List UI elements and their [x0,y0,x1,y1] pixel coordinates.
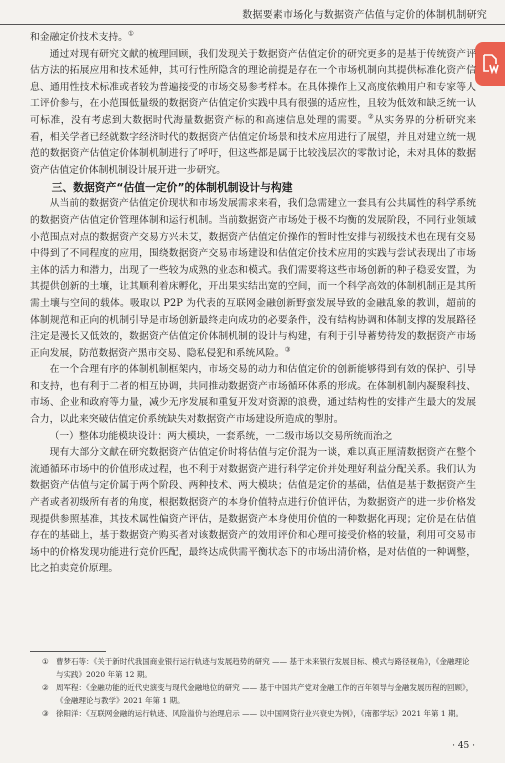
paragraph: 和金融定价技术支持。① [30,29,134,43]
page-number: · 45 · [452,741,475,751]
running-header: 数据要素市场化与数据资产估值与定价的体制机制研究 [242,10,487,21]
main-text [30,30,476,578]
footnote-ref[interactable]: ② [367,112,375,121]
document-export-icon [481,54,499,74]
paragraph: 从当前的数据资产估值定价现状和市场发展需求来看，我们急需建立一套具有公共属性的科学系统的数据资产估值定价管理体制和运行机制。当前数据资产市场处于极不均衡的发展阶段，不同行业领域小范围点对点的数据资产交易方兴未艾，数据资产估值定价操作的暂时性安排与初级技术也在现有交易中得到了不同程度的应用，围绕数据资产交易市场建设和估值定价技术应用的实践与尝试表现出了市场主体的活力和潜力，出现了一些较为成熟的业态和模式。我们需要将这些市场创新的种子稳妥安置，为其提供创新的土壤，让其顺利着床孵化，开出果实结出宽的空间，而一个科学高效的体制机制正是其所需土壤与空间的载体。吸取以 P2P 为代表的互联网金融创新野蛮发展导致的金融乱象的教训，超前的体制规范和正向的机制引导是市场创新最终走向成功的必要条件，没有结构协调和体制支撑的发展路径注定是漫长又低效的，数据资产估值定价体制机制的设计与构建，有利于引导蓄势待发的数据资产市场正向发展，防范数据资产黑市交易、隐私侵犯和系统风险。③ [30,198,476,359]
subsection-heading: （一）整体功能模块设计：两大模块，一套系统，一二级市场以交易所统而治之 [49,430,393,442]
footnote-ref[interactable]: ③ [284,345,291,354]
paragraph: 在一个合理有序的体制机制框架内，市场交易的动力和估值定价的创新能够得到有效的保护、引导和支持，也有利于二者的相互协调，共同推动数据资产市场循环体系的形成。在体制机制内凝聚科技、市场、企业和政府等力量，减少无序发展和重复开发对资源的浪费，通过结构性的安排产生最大的发展合力，以此来突破估值定价系统缺失对数据资产市场建设所造成的掣肘。 [30,364,476,426]
footnote-rule [30,651,106,652]
footnotes [30,656,476,722]
side-tab-button[interactable] [475,42,505,86]
paragraph: 通过对现有研究文献的梳理回顾，我们发现关于数据资产估值定价的研究更多的是基于传统资产评估方法的拓展应用和技术延伸，其可行性所隐含的理论前提是存在一个市场机制向其提供标准化资产信息、通用性技术标准或者较为普遍接受的市场交易参考样本。在具体操作上又高度依赖用户和专家等人工评价参与，在小范围低量级的数据资产估值定价实践中具有很强的适应性，且较为低效和缺乏统一认可标准，没有考虑到大数据时代海量数据资产标的和高速信息处理的需要。②从实务界的分析研究来看，相关学者已经就数字经济时代的数据资产估值定价场景和技术应用进行了展望，并且对建立统一规范的数据资产估值定价体制机制进行了呼吁，但这些都是属于比较浅层次的零散讨论，未对具体的数据资产估值定价体制机制设计展开进一步研究。 [30,48,477,176]
footnote: ② 周军程：《金融功能的近代史演变与现代金融地位的研究 —— 基于中国共产党对金融工作的百年领导与金融发展历程的回顾》，《金融理论与教学》2021 年第 1 期。 [42,683,474,705]
paragraph: 现有大部分文献在研究数据资产估值定价时将估值与定价混为一谈，难以真正厘清数据资产在整个流通循环市场中的价值形成过程，也不利于对数据资产进行科学定价并处理好利益分配关系。我们认为数据资产估值与定价属于两个阶段、两种技术、两大模块；估值是定价的基础，估值是基于数据资产生产者或者初级所有者的角度，根据数据资产的本身价值特点进行价值评估，为数据资产的进一步价格发现提供参照基准，其技术属性偏资产评估，是数据资产本身使用价值的一种数据化再现；定价是在估值存在的基础上，基于数据资产购买者对该数据资产的效用评价和心理可接受价格的较量，利用可交易市场中的价格发现功能进行竞价匹配，最终达成供需平衡状态下的市场出清价格，是对估值的一种调整，比之拍卖竞价原理。 [30,447,476,575]
section-heading: 三、数据资产“估值一定价”的体制机制设计与构建 [51,181,293,195]
header-rule [0,24,505,25]
footnote-ref[interactable]: ① [127,29,134,38]
footnote: ① 曹梦石等：《关于新时代我国商业银行运行轨迹与发展趋势的研究 —— 基于未来银行发展目标、模式与路径视角》，《金融理论与实践》2020 年第 12 期。 [42,657,470,679]
footnote: ③ 徐阳洋：《互联网金融的运行轨迹、风险溢价与治理启示 —— 以中国网贷行业兴衰史为例》，《南都学坛》2021 年第 1 期。 [42,709,464,718]
